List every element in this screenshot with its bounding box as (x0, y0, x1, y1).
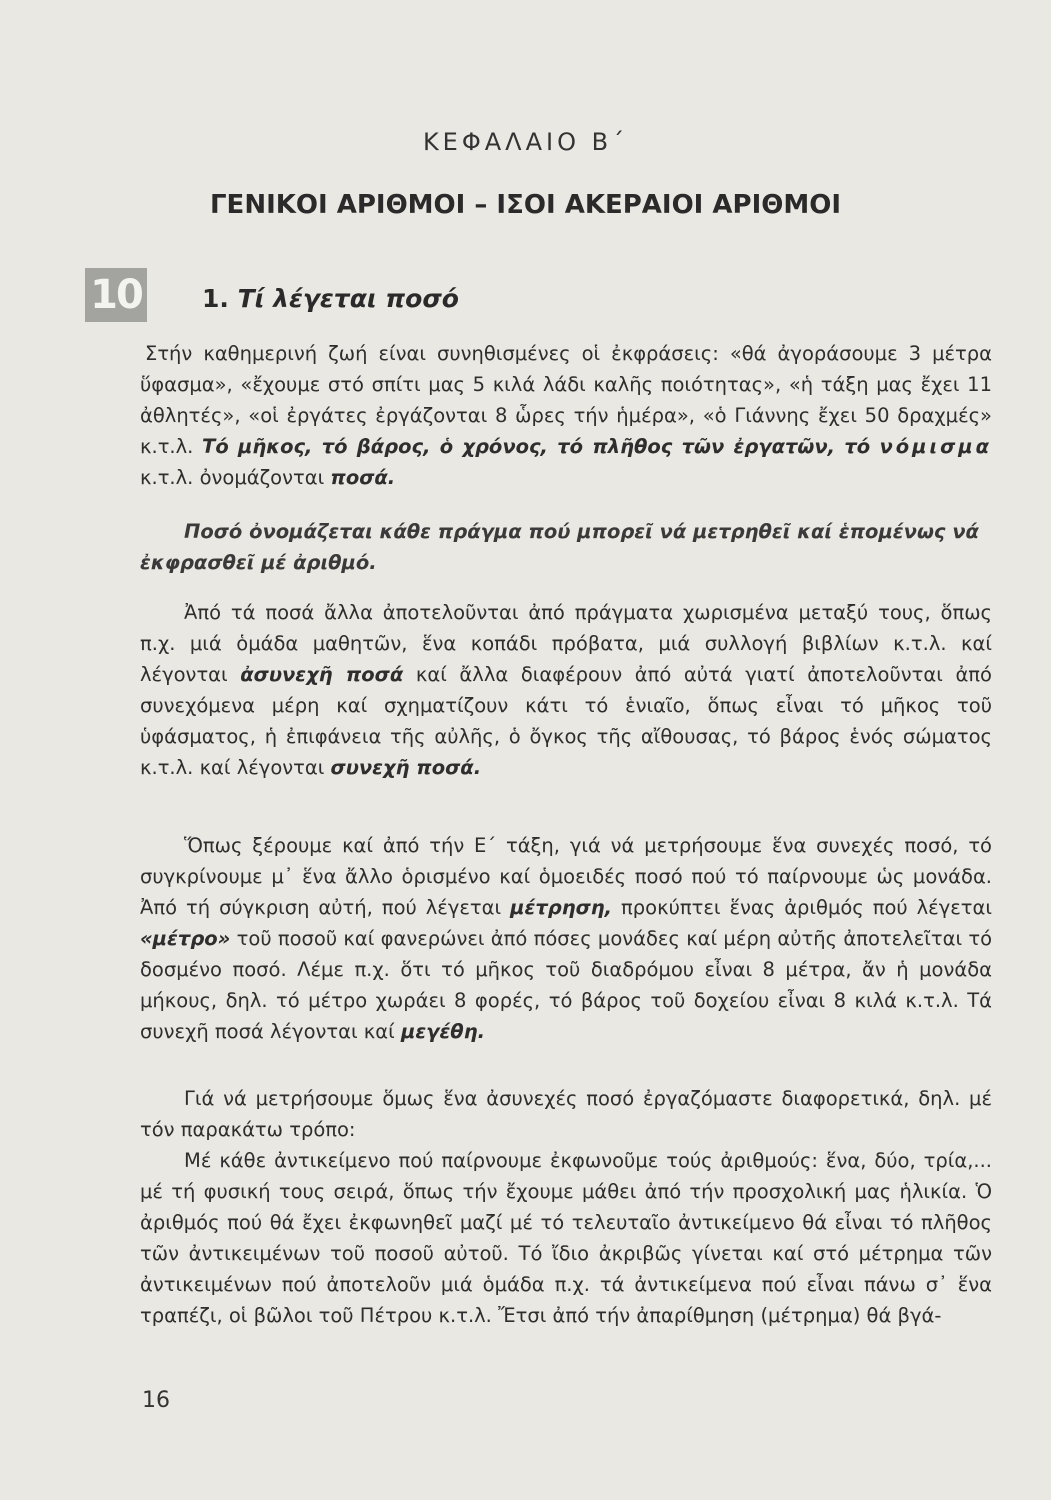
paragraph-3-part-1: Ὅπως ξέρουμε καί ἀπό τήν Ε΄ τάξη, γιά νά μετρήσουμε ἕνα συνεχές ποσό, τό συγκρίνουμε μ᾿ ἕνα ἄλλο ὁρισμένο καί ὁμοειδές ποσό πού τό παίρνουμε ὡς μονάδα. Ἀπό τή σύγκριση αὐτή, πού λέγεται (140, 834, 992, 919)
paragraph-1-term: ποσά. (330, 466, 396, 489)
chapter-label: ΚΕΦΑΛΑΙΟ Β΄ (422, 128, 629, 156)
paragraph-3 (140, 830, 992, 1047)
paragraph-2-term-2: συνεχῆ ποσά. (330, 756, 482, 779)
paragraph-3-term-3: μεγέθη. (400, 1020, 485, 1043)
paragraph-1-middle: κ.τ.λ. ὀνομάζονται (140, 466, 331, 489)
definition-text: Ποσό ὀνομάζεται κάθε πράγμα πού μπορεῖ νά μετρηθεῖ καί ἑπομένως νά ἐκφρασθεῖ μέ ἀριθμό. (140, 520, 979, 574)
paragraph-4-text: Γιά νά μετρήσουμε ὅμως ἕνα ἀσυνεχές ποσό ἐργαζόμαστε διαφορετικά, δηλ. μέ τόν παρακάτω τρόπο: (140, 1087, 992, 1141)
paragraph-2 (140, 597, 992, 783)
definition (140, 516, 992, 578)
paragraph-4 (140, 1083, 992, 1145)
paragraph-1-text: Στήν καθημερινή ζωή είναι συνηθισμένες οἱ ἐκφράσεις: «θά ἀγοράσουμε 3 μέτρα ὕφασμα», «ἔχουμε στό σπίτι μας 5 κιλά λάδι καλῆς ποιότητας», «ἡ τάξη μας ἔχει 11 ἀθλητές», «οἱ ἐργάτες ἐργάζονται 8 ὧρες τήν ἡμέρα», «ὁ Γιάννης ἔχει 50 δραχμές» κ.τ.λ. (140, 342, 992, 458)
paragraph-1-spaced-word: νόμισμα (879, 435, 992, 458)
section-heading (202, 284, 459, 313)
paragraph-3-term-2: «μέτρο» (140, 927, 231, 950)
chapter-title: ΓΕΝΙΚΟΙ ΑΡΙΘΜΟΙ – ΙΣΟΙ ΑΚΕΡΑΙΟΙ ΑΡΙΘΜΟΙ (209, 190, 842, 220)
paragraph-2-term-1: ἀσυνεχῆ ποσά (240, 663, 404, 686)
section-number: 1. (202, 284, 229, 313)
paragraph-1-emphasis: Τό μῆκος, τό βάρος, ὁ χρόνος, τό πλῆθος τῶν ἐργατῶν, τό (202, 435, 880, 458)
paragraph-2-part-2: καί ἄλλα διαφέρουν ἀπό αὐτά γιατί ἀποτελοῦνται ἀπό συνεχόμενα μέρη καί σχηματίζουν κάτι τό ἑνιαῖο, ὅπως εἶναι τό μῆκος τοῦ ὑφάσματος, ἡ ἐπιφάνεια τῆς αὐλῆς, ὁ ὄγκος τῆς αἴθουσας, τό βάρος ἑνός σώματος κ.τ.λ. καί λέγονται (140, 663, 992, 779)
section-badge: 10 (85, 268, 147, 322)
paragraph-3-part-2: προκύπτει ἕνας ἀριθμός πού λέγεται (612, 896, 992, 919)
paragraph-1 (140, 338, 992, 493)
paragraph-3-term-1: μέτρηση, (510, 896, 613, 919)
paragraph-5-text: Μέ κάθε ἀντικείμενο πού παίρνουμε ἐκφωνοῦμε τούς ἀριθμούς: ἕνα, δύο, τρία,... μέ τή φυσική τους σειρά, ὅπως τήν ἔχουμε μάθει ἀπό τήν προσχολική μας ἡλικία. Ὁ ἀριθμός πού θά ἔχει ἐκφωνηθεῖ μαζί μέ τό τελευταῖο ἀντικείμενο θά εἶναι τό πλῆθος τῶν ἀντικειμένων τοῦ ποσοῦ αὐτοῦ. Τό ἴδιο ἀκριβῶς γίνεται καί στό μέτρημα τῶν ἀντικειμένων πού ἀποτελοῦν μιά ὁμάδα π.χ. τά ἀντικείμενα πού εἶναι πάνω σ᾿ ἕνα τραπέζι, οἱ βῶλοι τοῦ Πέτρου κ.τ.λ. Ἔτσι ἀπό τήν ἀπαρίθμηση (μέτρημα) θά βγά- (140, 1149, 992, 1327)
paragraph-2-part-1: Ἀπό τά ποσά ἄλλα ἀποτελοῦνται ἀπό πράγματα χωρισμένα μεταξύ τους, ὅπως π.χ. μιά ὁμάδα μαθητῶν, ἕνα κοπάδι πρόβατα, μιά συλλογή βιβλίων κ.τ.λ. καί λέγονται (140, 601, 992, 686)
page-number: 16 (142, 1388, 170, 1413)
paragraph-5 (140, 1145, 992, 1331)
section-title: Τί λέγεται ποσό (237, 284, 459, 313)
paragraph-3-part-3: τοῦ ποσοῦ καί φανερώνει ἀπό πόσες μονάδες καί μέρη αὐτῆς ἀποτελεῖται τό δοσμένο ποσό. Λέμε π.χ. ὅτι τό μῆκος τοῦ διαδρόμου εἶναι 8 μέτρα, ἄν ἡ μονάδα μήκους, δηλ. τό μέτρο χωράει 8 φορές, τό βάρος τοῦ δοχείου εἶναι 8 κιλά κ.τ.λ. Τά συνεχῆ ποσά λέγονται καί (140, 927, 992, 1043)
